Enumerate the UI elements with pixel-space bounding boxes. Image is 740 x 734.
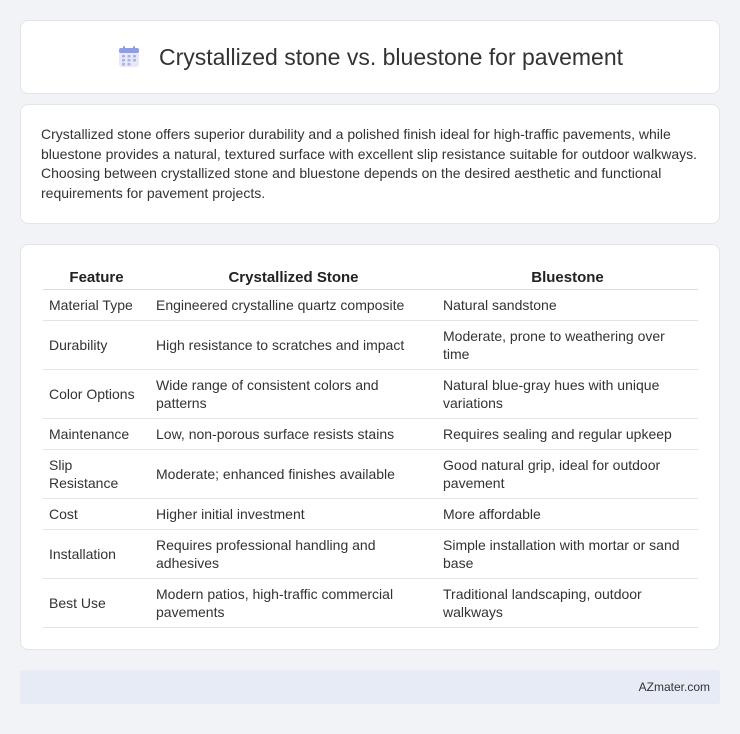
table-row (43, 499, 698, 530)
header-bluestone: Bluestone (437, 265, 698, 290)
crystallized-stone-cell: Wide range of consistent colors and patterns (150, 370, 437, 419)
intro-card (20, 104, 720, 224)
crystallized-stone-cell: Requires professional handling and adhesives (150, 530, 437, 579)
feature-cell: Color Options (43, 370, 150, 419)
footer (20, 670, 720, 704)
feature-cell: Cost (43, 499, 150, 530)
footer-brand: AZmater.com (638, 680, 710, 694)
bluestone-cell: Natural blue-gray hues with unique variations (437, 370, 698, 419)
crystallized-stone-cell: Engineered crystalline quartz composite (150, 290, 437, 321)
feature-cell: Maintenance (43, 419, 150, 450)
table-row (43, 530, 698, 579)
table-row (43, 419, 698, 450)
bluestone-cell: Good natural grip, ideal for outdoor pavement (437, 450, 698, 499)
page-title: Crystallized stone vs. bluestone for pavement (158, 43, 624, 70)
crystallized-stone-cell: Low, non-porous surface resists stains (150, 419, 437, 450)
feature-cell: Material Type (43, 290, 150, 321)
bluestone-cell: More affordable (437, 499, 698, 530)
table-row (43, 450, 698, 499)
table-row (43, 321, 698, 370)
crystallized-stone-cell: Higher initial investment (150, 499, 437, 530)
bluestone-cell: Requires sealing and regular upkeep (437, 419, 698, 450)
feature-cell: Installation (43, 530, 150, 579)
feature-cell: Slip Resistance (43, 450, 150, 499)
header-feature: Feature (43, 265, 150, 290)
bluestone-cell: Simple installation with mortar or sand base (437, 530, 698, 579)
table-body (43, 290, 698, 628)
comparison-table-card (20, 244, 720, 650)
table-header-row (43, 265, 698, 290)
feature-cell: Durability (43, 321, 150, 370)
crystallized-stone-cell: Moderate; enhanced finishes available (150, 450, 437, 499)
bluestone-cell: Traditional landscaping, outdoor walkways (437, 579, 698, 628)
bluestone-cell: Moderate, prone to weathering over time (437, 321, 698, 370)
table-row (43, 290, 698, 321)
crystallized-stone-cell: Modern patios, high-traffic commercial pavements (150, 579, 437, 628)
calendar-icon (117, 45, 141, 69)
table-row (43, 579, 698, 628)
crystallized-stone-cell: High resistance to scratches and impact (150, 321, 437, 370)
intro-text: Crystallized stone offers superior durability and a polished finish ideal for high-traffic pavements, while bluestone provides a natural, textured surface with excellent slip resistance suitable for outdoor walkways. Choosing between crystallized stone and bluestone depends on the desired aesthetic and functional requirements for pavement projects. (41, 126, 698, 201)
table-row (43, 370, 698, 419)
bluestone-cell: Natural sandstone (437, 290, 698, 321)
title-card (20, 20, 720, 94)
comparison-table (43, 265, 698, 628)
feature-cell: Best Use (43, 579, 150, 628)
header-crystallized-stone: Crystallized Stone (150, 265, 437, 290)
